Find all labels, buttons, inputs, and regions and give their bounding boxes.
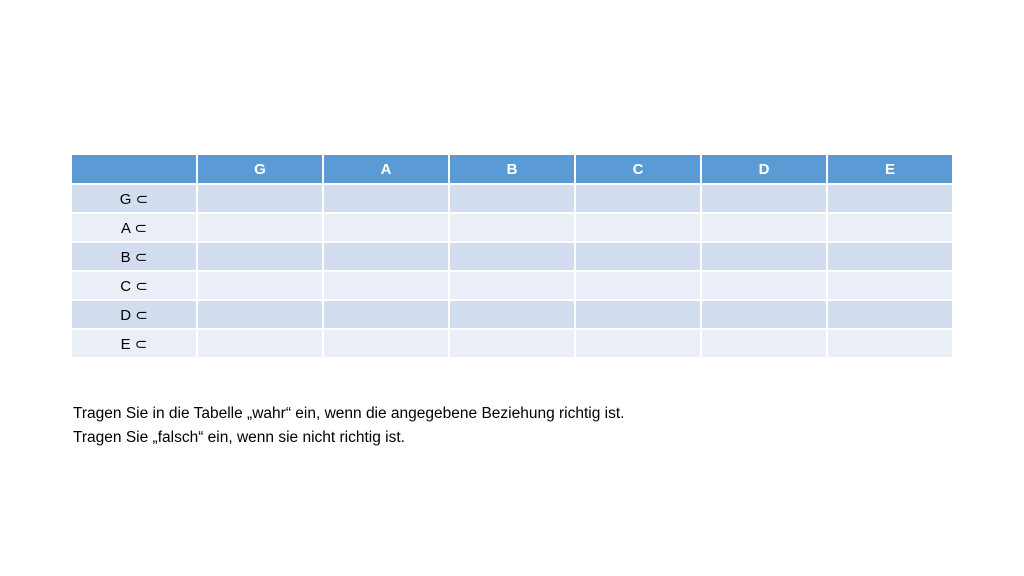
row-label-c: C ⊂ [71, 271, 197, 300]
subset-table [70, 153, 954, 359]
table-cell[interactable] [449, 213, 575, 242]
table-cell[interactable] [197, 271, 323, 300]
table-row [71, 300, 953, 329]
table-cell[interactable] [323, 184, 449, 213]
table-cell[interactable] [449, 242, 575, 271]
column-header-b: B [449, 154, 575, 184]
table-row [71, 271, 953, 300]
table-cell[interactable] [575, 300, 701, 329]
instruction-line-1: Tragen Sie in die Tabelle „wahr“ ein, wenn die angegebene Beziehung richtig ist. [73, 405, 625, 422]
table-cell[interactable] [323, 271, 449, 300]
table-cell[interactable] [827, 242, 953, 271]
table-cell[interactable] [827, 329, 953, 358]
instructions-text [73, 402, 873, 450]
table-cell[interactable] [323, 242, 449, 271]
table-cell[interactable] [701, 213, 827, 242]
table-cell[interactable] [323, 329, 449, 358]
table-cell[interactable] [575, 213, 701, 242]
table-cell[interactable] [449, 329, 575, 358]
column-header-c: C [575, 154, 701, 184]
table-cell[interactable] [197, 213, 323, 242]
table-cell[interactable] [701, 300, 827, 329]
table-cell[interactable] [701, 242, 827, 271]
instruction-line-2: Tragen Sie „falsch“ ein, wenn sie nicht richtig ist. [73, 429, 405, 446]
table-cell[interactable] [827, 213, 953, 242]
column-header-a: A [323, 154, 449, 184]
table-cell[interactable] [323, 213, 449, 242]
row-label-g: G ⊂ [71, 184, 197, 213]
table-cell[interactable] [449, 271, 575, 300]
row-label-d: D ⊂ [71, 300, 197, 329]
table-cell[interactable] [449, 184, 575, 213]
column-header-e: E [827, 154, 953, 184]
row-label-b: B ⊂ [71, 242, 197, 271]
corner-cell [71, 154, 197, 184]
table-cell[interactable] [575, 329, 701, 358]
row-label-e: E ⊂ [71, 329, 197, 358]
table-cell[interactable] [575, 184, 701, 213]
table-cell[interactable] [197, 242, 323, 271]
table-row [71, 329, 953, 358]
table-cell[interactable] [827, 300, 953, 329]
table-cell[interactable] [449, 300, 575, 329]
header-row [71, 154, 953, 184]
table-cell[interactable] [827, 184, 953, 213]
table-cell[interactable] [197, 184, 323, 213]
table-cell[interactable] [197, 329, 323, 358]
table-cell[interactable] [701, 271, 827, 300]
table-cell[interactable] [701, 184, 827, 213]
table-row [71, 213, 953, 242]
table-cell[interactable] [575, 271, 701, 300]
table-cell[interactable] [827, 271, 953, 300]
table-row [71, 184, 953, 213]
table-row [71, 242, 953, 271]
column-header-g: G [197, 154, 323, 184]
table-cell[interactable] [575, 242, 701, 271]
row-label-a: A ⊂ [71, 213, 197, 242]
table-cell[interactable] [323, 300, 449, 329]
table-cell[interactable] [197, 300, 323, 329]
table-cell[interactable] [701, 329, 827, 358]
column-header-d: D [701, 154, 827, 184]
